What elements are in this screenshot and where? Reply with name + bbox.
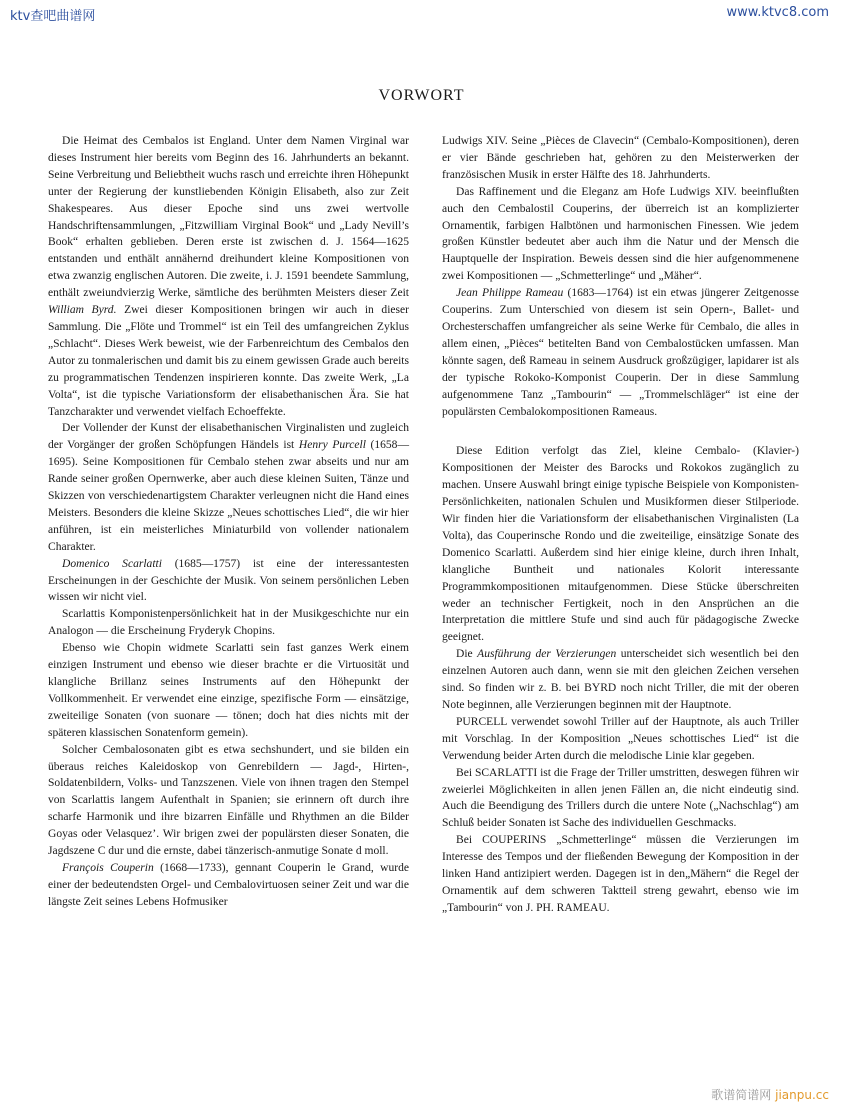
watermark-bottom-right: 歌谱简谱网 jianpu.cc: [711, 1088, 829, 1102]
watermark-top-left: ktv查吧曲谱网: [10, 9, 96, 24]
paragraph-purcell: Der Vollender der Kunst der elisabethanischen Virginalisten und zugleich der Vorgänger der großen Schöpfungen Händels ist Henry Purcell (1658—1695). Seine Kompositionen für Cembalo stehen zwar abseits und nur am Rande seiner großen Opernwerke, aber auch diese kleinen Suiten, Tänze und Skizzen von verschiedenartigstem Charakter verleugnen nicht die Hand eines Meisters. Besonders die kleine Skizze „Neues schottisches Lied“, die wir hier anführen, ist ein meisterliches Miniaturbild von vollender nationalem Charakter.: [48, 422, 410, 553]
paragraph-cembalo-england: Die Heimat des Cembalos ist England. Unter dem Namen Virginal war dieses Instrument hier bereits vom Beginn des 16. Jahrhunderts an bekannt. Seine Verbreitung und Beliebtheit wuchs rasch und erreichte ihren Höhepunkt unter der Regierung der kunstliebenden Königin Elisabeth, also zur Zeit Shakespeares. Aus dieser Epoche sind uns zwei wertvolle Handschriftensammlungen, „Fitzwilliam Virginal Book“ und „Lady Nevill’s Book“ erhalten geblieben. Deren erste ist zwischen d. J. 1564—1625 entstanden und enthält annähernd dreihundert kleine Kompositionen von etwa zwanzig englischen Autoren. Die zweite, i. J. 1591 beendete Sammlung, enthält zweiundvierzig Werke, sämtliche des berühmten Meisters dieser Zeit William Byrd. Zwei dieser Kompositionen bringen wir auch in dieser Sammlung. Die „Flöte und Trommel“ ist ein Teil des umfangreichen Zyklus „Schlacht“. Dieses Werk beweist, wie der Farbenreichtum des Cembalos den Autor zu tonmalerischen und damit bis zu einem gewissen Grade auch bereits zu programmatischen Tendenzen inspirieren konnte. Das zweite Werk, „La Volta“, ist die typische Variationsform der elisabethanischen Ära. Sie hat Tanzcharakter und verwendet vielfach Echoeffekte.: [48, 135, 410, 418]
paragraph-couperin-continued: Ludwigs XIV. Seine „Pièces de Clavecin“ (Cembalo-Kompositionen), deren er vier Bände geschrieben hat, gehören zu den Meisterwerken der französischen Musik in erster Hälfte des 18. Jahrhunderts.: [442, 135, 799, 181]
paragraph-couperin-rameau-trills: Bei COUPERINS „Schmetterlinge“ müssen die Verzierungen im Interesse des Tempos und der fließenden Bewegung der Komposition in der linken Hand antizipiert werden. Dagegen ist in den„Mähern“ die Regel der Ornamentik auf dem schweren Taktteil streng gewahrt, ebenso wie im „Tambourin“ von J. PH. RAMEAU.: [442, 834, 799, 914]
left-column: [48, 133, 409, 911]
page-title: VORWORT: [378, 87, 465, 104]
paragraph-couperin-style: Das Raffinement und die Eleganz am Hofe Ludwigs XIV. beeinflußten auch den Cembalostil Couperins, der überreich ist an komplizierter Ornamentik, farbigen Halbtönen und harmonischen Finessen. Wie jedem großen Künstler bedeutet aber auch ihm die Natur und der Mensch die Hauptquelle der Inspiration. Beweis dessen sind die hier aufgenommenene zwei Kompositionen — „Schmetterlinge“ und „Mäher“.: [442, 185, 799, 283]
paragraph-scarlatti-form: Ebenso wie Chopin widmete Scarlatti sein fast ganzes Werk einem einzigen Instrument und ebenso wie dieser brachte er die Virtuosität und klangliche Brillanz seines Instruments auf den Höhepunkt der Vollkommenheit. Er verwendet eine einzige, spezifische Form — einsätzige, zweiteilige Sonaten (von suonare — tönen; doch hat dies nichts mit der späteren klassischen Sonatenform gemein).: [48, 642, 409, 739]
paragraph-purcell-trills: PURCELL verwendet sowohl Triller auf der Hauptnote, als auch Triller mit Vorschlag. In der Komposition „Neues schottisches Lied“ ist die Verwendung beider Arten durch die melodische Linie klar gegeben.: [442, 715, 799, 762]
right-column: [442, 133, 799, 917]
paragraph-scarlatti-sonatas: Solcher Cembalosonaten gibt es etwa sechshundert, und sie bilden ein überaus reiches Kaleidoskop von Genrebildern — Jagd-, Hirten-, Soldatenbildern, Volks- und Tanzszenen. Viele von ihnen tragen den Stempel von Scarlattis langem Aufenthalt in Spanien; sie erinnern oft durch ihre scharfe Harmonik und ihre bizarren Einfälle und Rhythmen an die Bilder Goyas oder Velasquez’. Wir brigen zwei der populärsten dieser Sonaten, die Jagdszene C dur und die ernste, dabei tänzerisch-anmutige Sonate d moll.: [48, 743, 409, 858]
paragraph-rameau: Jean Philippe Rameau (1683—1764) ist ein etwas jüngerer Zeitgenosse Couperins. Zum Unterschied von diesem ist sein Opern-, Ballet- und Orchesterschaffen umfangreicher als seine Werke für Cembalo, die alles in allem einen, „Pièces“ betitelten Band von Cembalostücken umfassen. Man könnte sagen, deß Rameau in seinem Ausdruck großzügiger, lapidarer ist als der typische Rokoko-Komponist Couperin. Der in diese Sammlung aufgenommene Tanz „Tambourin“ — „Trommelschläger“ ist eine der populärsten Cembalokompositionen Rameaus.: [442, 287, 799, 418]
paragraph-scarlatti-trills: Bei SCARLATTI ist die Frage der Triller umstritten, deswegen führen wir zweierlei Möglichkeiten in allen jenen Fällen an, die nicht eindeutig sind. Auch die Beendigung des Trillers durch die untere Note („Nachschlag“) am Schluß beider Sonaten ist Sache des individuellen Geschmacks.: [442, 766, 799, 830]
paragraph-scarlatti: Domenico Scarlatti (1685—1757) ist eine der interessantesten Erscheinungen in der Geschichte der Musik. Von seinem persönlichen Leben wissen wir nicht viel.: [48, 557, 409, 604]
paragraph-couperin: François Couperin (1668—1733), gennant Couperin le Grand, wurde einer der bedeutendsten Orgel- und Cembalovirtuosen seiner Zeit und war die längste Zeit seines Lebens Hofmusiker: [48, 861, 410, 908]
watermark-top-right: www.ktvc8.com: [726, 5, 829, 20]
paragraph-scarlatti-chopin: Scarlattis Komponistenpersönlichkeit hat in der Musikgeschichte nur ein Analogon — die Erscheinung Fryderyk Chopins.: [48, 608, 409, 638]
paragraph-edition: Diese Edition verfolgt das Ziel, kleine Cembalo- (Klavier-) Kompositionen der Meister des Barocks und Rokokos zugänglich zu machen. Unsere Auswahl bringt einige typische Beispiele von Komponisten-Persönlichkeiten, nationalen Schulen und Musikformen dieser Stilperiode. Wir finden hier die Variationsform der elisabethanischen Virginalisten (La Volta), das Couperinsche Rondo und die zweiteilige, einsätzige Sonate des Domenico Scarlatti. Außerdem sind hier einige kleine, durch ihren Inhalt, klangliche Buntheit und nationales Kolorit interessante Programmkompositionen mitaufgenommen. Diese Stücke überschreiten weder an technischer Fertigkeit, noch in den Ansprüchen an die Interpretation die mittlere Stufe und sind auch für pädagogische Zwecke geeignet.: [442, 445, 799, 644]
paragraph-ornaments: Die Ausführung der Verzierungen unterscheidet sich wesentlich bei den einzelnen Autoren auch dann, wenn sie mit den gleichen Zeichen versehen sind. So finden wir z. B. bei BYRD noch nicht Triller, die mit der oberen Note beginnen, alle Verzierungen beginnen mit der Hauptnote.: [442, 648, 799, 711]
